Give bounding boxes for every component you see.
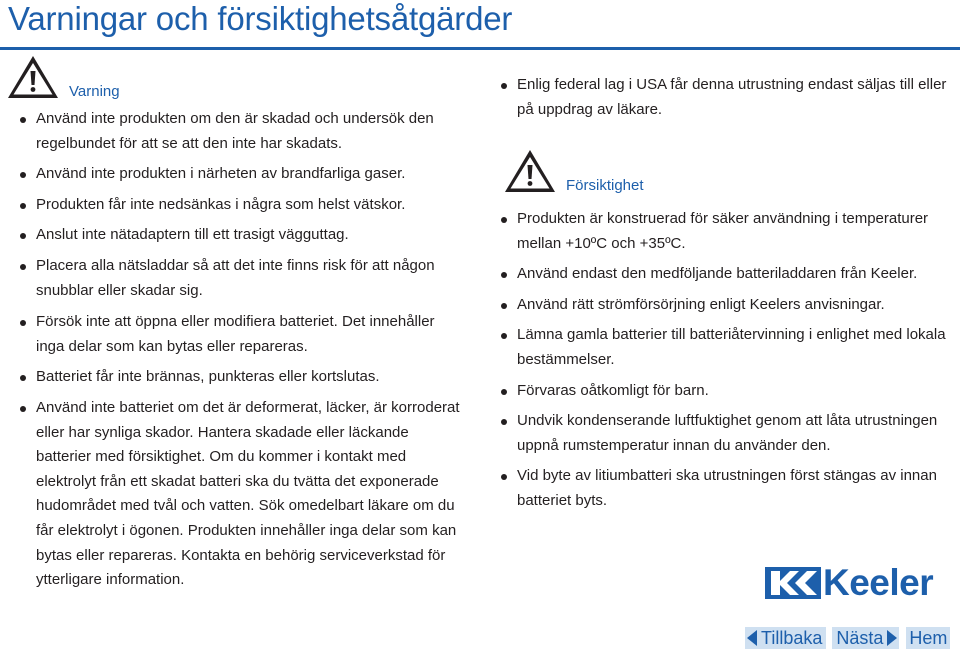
arrow-left-icon	[747, 630, 757, 646]
list-item: Använd inte produkten i närheten av brandfarliga gaser.	[17, 162, 467, 187]
list-item: Använd rätt strömförsörjning enligt Keelers anvisningar.	[498, 293, 953, 318]
list-item: Produkten är konstruerad för säker användning i temperaturer mellan +10ºC och +35ºC.	[498, 207, 953, 256]
list-item: Produkten får inte nedsänkas i några som helst vätskor.	[17, 193, 467, 218]
list-item: Vid byte av litiumbatteri ska utrustningen först stängas av innan batteriet byts.	[498, 464, 953, 513]
list-item: Använd inte produkten om den är skadad och undersök den regelbundet för att se att den inte har skadats.	[17, 107, 467, 156]
list-item: Batteriet får inte brännas, punkteras eller kortslutas.	[17, 365, 467, 390]
keeler-logo	[765, 562, 960, 603]
page-navigation	[745, 626, 950, 650]
caution-heading: Försiktighet	[566, 177, 644, 194]
warning-heading: Varning	[69, 83, 120, 100]
back-button-label: Tillbaka	[761, 628, 823, 648]
federal-law-list	[498, 73, 953, 122]
warning-triangle-icon	[6, 54, 60, 100]
warning-list	[17, 107, 467, 593]
next-button[interactable]	[832, 627, 899, 649]
keeler-logo-mark	[765, 567, 821, 599]
back-button[interactable]	[745, 627, 826, 649]
list-item: Undvik kondenserande luftfuktighet genom att låta utrustningen uppnå rumstemperatur innan du använder den.	[498, 409, 953, 458]
list-item: Använd endast den medföljande batteriladdaren från Keeler.	[498, 262, 953, 287]
list-item: Använd inte batteriet om det är deformerat, läcker, är korroderat eller har synliga skador. Hantera skadade eller läckande batterier med försiktighet. Om du kommer i kontakt med elektrolyt från ett skadat batteri ska du tvätta det exponerade hudområdet med tvål och vatten. Sök omedelbart läkare om du får elektrolyt i ögonen. Produkten innehåller inga delar som kan bytas eller repareras. Kontakta en behörig serviceverkstad för ytterligare information.	[17, 396, 467, 593]
list-item: Anslut inte nätadaptern till ett trasigt vägguttag.	[17, 223, 467, 248]
keeler-logo-text: Keeler	[823, 562, 934, 603]
next-button-label: Nästa	[836, 628, 884, 648]
list-item: Lämna gamla batterier till batteriåtervinning i enlighet med lokala bestämmelser.	[498, 323, 953, 372]
home-button-label: Hem	[909, 628, 948, 648]
page-title: Varningar och försiktighetsåtgärder	[8, 0, 513, 37]
list-item: Förvaras oåtkomligt för barn.	[498, 379, 953, 404]
list-item: Enlig federal lag i USA får denna utrustning endast säljas till eller på uppdrag av läkare.	[498, 73, 953, 122]
warning-heading-row	[6, 54, 120, 100]
list-item: Försök inte att öppna eller modifiera batteriet. Det innehåller inga delar som kan bytas eller repareras.	[17, 310, 467, 359]
warning-triangle-icon	[503, 148, 557, 194]
caution-heading-row	[503, 148, 644, 194]
title-divider	[0, 47, 960, 50]
list-item: Placera alla nätsladdar så att det inte finns risk för att någon snubblar eller skadar sig.	[17, 254, 467, 303]
home-button[interactable]	[906, 627, 950, 649]
caution-list	[498, 207, 953, 514]
arrow-right-icon	[887, 630, 897, 646]
